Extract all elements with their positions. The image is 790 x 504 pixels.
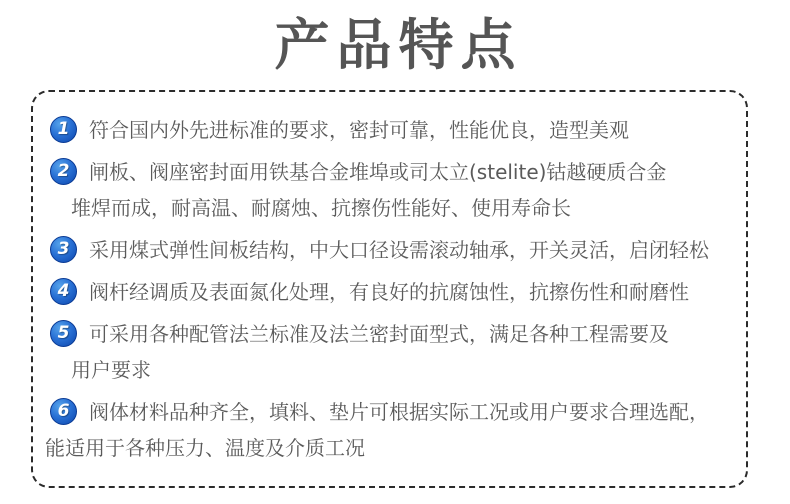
feature-line: 阀体材料品种齐全，填料、垫片可根据实际工况或用户要求合理选配，: [89, 400, 709, 424]
feature-item: [33, 154, 746, 226]
feature-item: [33, 394, 746, 466]
feature-number-badge: 5: [50, 320, 77, 347]
feature-number-badge: 3: [50, 236, 77, 263]
feature-item: [33, 112, 746, 148]
page-title: 产品特点: [274, 13, 523, 77]
feature-number-badge: 1: [50, 116, 77, 143]
feature-number-badge: 6: [50, 398, 77, 425]
feature-item: [33, 232, 746, 268]
feature-line: 能适用于各种压力、温度及介质工况: [45, 436, 365, 460]
feature-number-badge: 4: [50, 278, 77, 305]
feature-item: [33, 274, 746, 310]
features-panel: [31, 90, 748, 488]
feature-line: 符合国内外先进标准的要求，密封可靠，性能优良，造型美观: [89, 118, 629, 142]
feature-number-badge: 2: [50, 158, 77, 185]
feature-line: 堆焊而成，耐高温、耐腐烛、抗擦伤性能好、使用寿命长: [71, 196, 571, 220]
feature-line: 闸板、阀座密封面用铁基合金堆埠或司太立(stelite)钴越硬质合金: [89, 160, 667, 184]
feature-item: [33, 316, 746, 388]
feature-line: 采用煤式弹性间板结构，中大口径设需滚动轴承，开关灵活，启闭轻松: [89, 238, 709, 262]
feature-line: 用户要求: [71, 358, 151, 382]
feature-line: 可采用各种配管法兰标准及法兰密封面型式，满足各种工程需要及: [89, 322, 669, 346]
feature-line: 阀杆经调质及表面氮化处理，有良好的抗腐蚀性，抗擦伤性和耐磨性: [89, 280, 689, 304]
